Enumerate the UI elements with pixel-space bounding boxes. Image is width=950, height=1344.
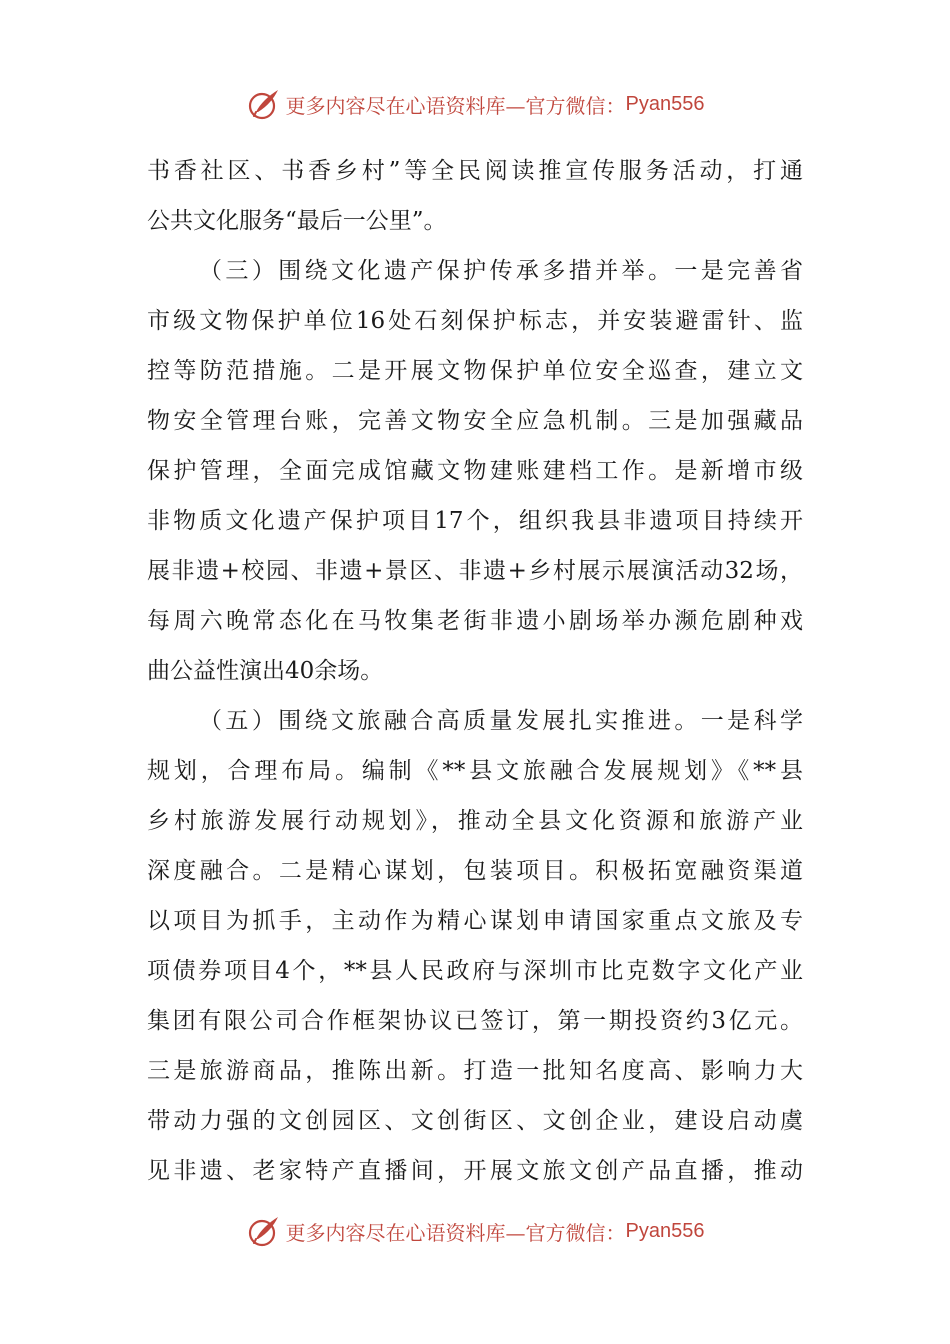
watermark-brand: 更多内容尽在心语资料库—官方微信： xyxy=(285,1220,626,1245)
watermark-wechat-id: Pyan556 xyxy=(625,1219,705,1242)
text-line: 控等防范措施。二是开展文物保护单位安全巡查，建立文 xyxy=(147,358,803,384)
text-line: 带动力强的文创园区、文创街区、文创企业，建设启动虞 xyxy=(147,1108,803,1134)
text-line: 每周六晚常态化在马牧集老街非遗小剧场举办濒危剧种戏 xyxy=(147,608,803,634)
watermark-footer xyxy=(0,1211,950,1251)
text-line: 规划，合理布局。编制《**县文旅融合发展规划》《**县 xyxy=(147,758,803,784)
text-line: 三是旅游商品，推陈出新。打造一批知名度高、影响力大 xyxy=(147,1058,803,1084)
document-body xyxy=(147,146,803,1196)
text-line: 以项目为抓手，主动作为精心谋划申请国家重点文旅及专 xyxy=(147,908,803,934)
watermark-header xyxy=(0,84,950,124)
text-line: 公共文化服务“最后一公里”。 xyxy=(147,208,447,234)
text-line: 展非遗+校园、非遗+景区、非遗+乡村展示展演活动32场， xyxy=(147,558,803,584)
watermark-wechat-id: Pyan556 xyxy=(625,92,705,115)
text-line: 集团有限公司合作框架协议已签订，第一期投资约3亿元。 xyxy=(147,1008,803,1034)
text-line: 曲公益性演出40余场。 xyxy=(147,658,384,684)
text-line: 见非遗、老家特产直播间，开展文旅文创产品直播，推动 xyxy=(147,1158,803,1184)
text-line: 物安全管理台账，完善文物安全应急机制。三是加强藏品 xyxy=(147,408,803,434)
quill-logo-icon xyxy=(246,1213,282,1249)
section-heading-line: （五）围绕文旅融合高质量发展扎实推进。一是科学 xyxy=(199,708,803,734)
text-line: 书香社区、书香乡村”等全民阅读推宣传服务活动，打通 xyxy=(147,158,803,184)
text-line: 深度融合。二是精心谋划，包装项目。积极拓宽融资渠道 xyxy=(147,858,803,884)
text-line: 保护管理，全面完成馆藏文物建账建档工作。是新增市级 xyxy=(147,458,803,484)
section-heading-line: （三）围绕文化遗产保护传承多措并举。一是完善省 xyxy=(199,258,803,284)
text-line: 乡村旅游发展行动规划》，推动全县文化资源和旅游产业 xyxy=(147,808,803,834)
text-line: 项债券项目4个，**县人民政府与深圳市比克数字文化产业 xyxy=(147,958,803,984)
watermark-brand: 更多内容尽在心语资料库—官方微信： xyxy=(285,93,626,118)
quill-logo-icon xyxy=(246,86,282,122)
text-line: 市级文物保护单位16处石刻保护标志，并安装避雷针、监 xyxy=(147,308,803,334)
text-line: 非物质文化遗产保护项目17个，组织我县非遗项目持续开 xyxy=(147,508,803,534)
